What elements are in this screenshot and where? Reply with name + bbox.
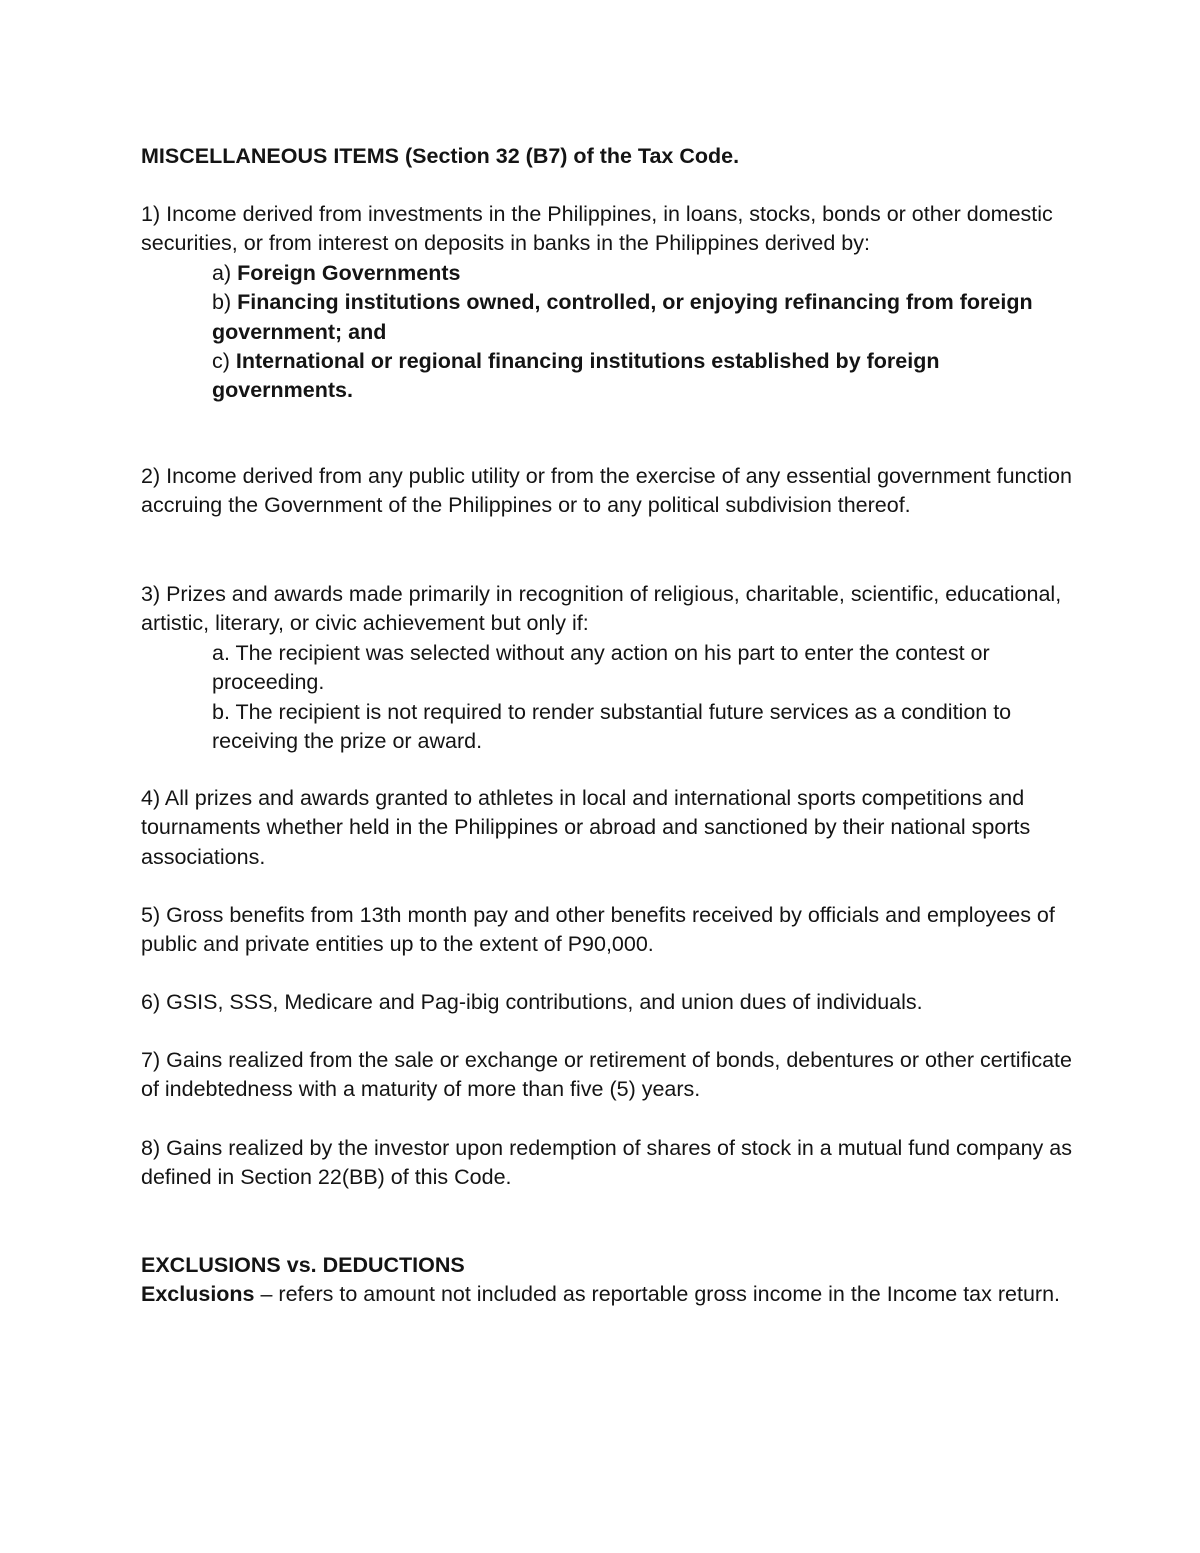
item-text: 7) Gains realized from the sale or exchange or retirement of bonds, debentures or other certificate of indebtedness with a maturity of more than five (5) years. <box>141 1048 1072 1102</box>
sub-item-b: b) Financing institutions owned, controlled, or enjoying refinancing from foreign government; and <box>212 290 1033 344</box>
list-item-6 <box>141 988 1081 1017</box>
item-text: 1) Income derived from investments in the Philippines, in loans, stocks, bonds or other domestic securities, or from interest on deposits in banks in the Philippines derived by: <box>141 202 1053 256</box>
list-item-8 <box>141 1134 1081 1193</box>
page-title: MISCELLANEOUS ITEMS (Section 32 (B7) of the Tax Code. <box>141 144 740 168</box>
list-item-4 <box>141 784 1081 872</box>
item-text: 6) GSIS, SSS, Medicare and Pag-ibig contributions, and union dues of individuals. <box>141 990 923 1014</box>
sub-item-b: b. The recipient is not required to render substantial future services as a condition to receiving the prize or award. <box>212 699 1012 754</box>
list-item-2 <box>141 462 1081 521</box>
section-heading: EXCLUSIONS vs. DEDUCTIONS <box>141 1253 465 1277</box>
list-item-5 <box>141 901 1081 960</box>
list-item-1 <box>141 200 1081 406</box>
item-text: 5) Gross benefits from 13th month pay and other benefits received by officials and employees of public and private entities up to the extent of P90,000. <box>141 903 1055 957</box>
section-exclusions <box>141 1251 1081 1310</box>
sub-list <box>141 639 1081 757</box>
item-text: 3) Prizes and awards made primarily in recognition of religious, charitable, scientific, educational, artistic, literary, or civic achievement but only if: <box>141 582 1062 636</box>
definition <box>141 1280 1081 1309</box>
sub-item-a: a. The recipient was selected without any action on his part to enter the contest or proceeding. <box>212 640 990 695</box>
list-item-7 <box>141 1046 1081 1105</box>
definition-text: – refers to amount not included as reportable gross income in the Income tax return. <box>254 1282 1060 1307</box>
sub-list <box>141 259 1081 406</box>
item-text: 4) All prizes and awards granted to athletes in local and international sports competitions and tournaments whether held in the Philippines or abroad and sanctioned by their national sports associations. <box>141 786 1031 869</box>
sub-item-c: c) International or regional financing institutions established by foreign governments. <box>212 349 940 403</box>
item-text: 8) Gains realized by the investor upon redemption of shares of stock in a mutual fund company as defined in Section 22(BB) of this Code. <box>141 1136 1072 1190</box>
definition-term: Exclusions <box>141 1282 255 1307</box>
list-item-3 <box>141 580 1081 756</box>
sub-item-a: a) Foreign Governments <box>212 260 461 285</box>
item-text: 2) Income derived from any public utility or from the exercise of any essential government function accruing the Government of the Philippines or to any political subdivision thereof. <box>141 464 1072 518</box>
